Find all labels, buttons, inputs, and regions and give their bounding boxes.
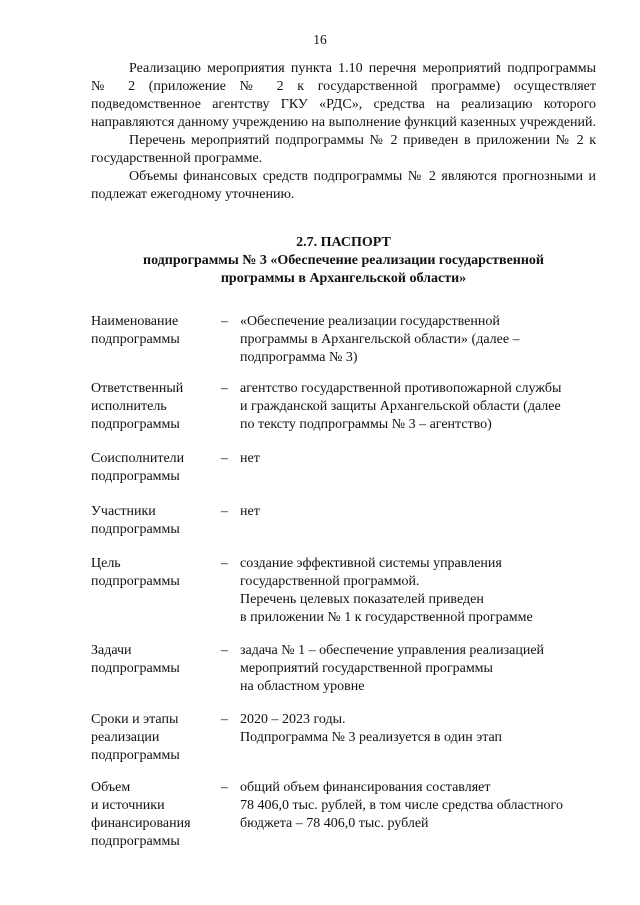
label-line: подпрограммы: [91, 332, 180, 347]
label-line: исполнитель: [91, 399, 167, 414]
intro-text: [91, 60, 596, 204]
value-line: мероприятий государственной программы: [240, 661, 493, 676]
passport-row-value: [240, 711, 600, 747]
passport-row-dash: –: [221, 712, 228, 727]
value-line: бюджета – 78 406,0 тыс. рублей: [240, 816, 429, 831]
passport-row-value: [240, 450, 600, 468]
label-line: Ответственный: [91, 381, 184, 396]
label-line: подпрограммы: [91, 522, 180, 537]
page-number: 16: [313, 32, 327, 47]
value-line: государственной программой.: [240, 574, 420, 589]
passport-row-dash: –: [221, 556, 228, 571]
passport-row-dash: –: [221, 780, 228, 795]
value-line: Подпрограмма № 3 реализуется в один этап: [240, 730, 503, 745]
value-line: Перечень целевых показателей приведен: [240, 592, 484, 607]
passport-row-value: [240, 642, 600, 696]
label-line: Сроки и этапы: [91, 712, 179, 727]
value-line: на областном уровне: [240, 679, 365, 694]
passport-row-label: [91, 779, 216, 851]
value-line: агентство государственной противопожарной службы: [240, 381, 562, 396]
intro-paragraph: Объемы финансовых средств подпрограммы № 2 являются прогнозными и подлежат ежегодному уточнению.: [91, 169, 596, 202]
value-line: подпрограмма № 3): [240, 350, 358, 365]
value-line: 2020 – 2023 годы.: [240, 712, 346, 727]
passport-row-label: [91, 642, 216, 678]
section-heading-line: программы в Архангельской области»: [220, 271, 467, 286]
value-line: нет: [240, 504, 260, 519]
label-line: Объем: [91, 780, 131, 795]
passport-row-dash: –: [221, 451, 228, 466]
passport-row-label: [91, 313, 216, 349]
label-line: подпрограммы: [91, 574, 180, 589]
passport-row-label: [91, 450, 216, 486]
section-heading-line: подпрограммы № 3 «Обеспечение реализации государственной: [143, 253, 544, 268]
passport-row-value: [240, 503, 600, 521]
label-line: подпрограммы: [91, 748, 180, 763]
intro-paragraph: Перечень мероприятий подпрограммы № 2 приведен в приложении № 2 к государственной программе.: [91, 133, 596, 166]
label-line: Соисполнители: [91, 451, 185, 466]
label-line: подпрограммы: [91, 469, 180, 484]
value-line: задача № 1 – обеспечение управления реализацией: [240, 643, 545, 658]
label-line: Участники: [91, 504, 156, 519]
passport-row-dash: –: [221, 314, 228, 329]
label-line: подпрограммы: [91, 834, 180, 849]
passport-row-dash: –: [221, 643, 228, 658]
label-line: Наименование: [91, 314, 179, 329]
label-line: Задачи: [91, 643, 132, 658]
passport-row-value: [240, 779, 600, 833]
passport-row-dash: –: [221, 504, 228, 519]
value-line: нет: [240, 451, 260, 466]
passport-row-label: [91, 555, 216, 591]
value-line: создание эффективной системы управления: [240, 556, 502, 571]
value-line: программы в Архангельской области» (далее –: [240, 332, 520, 347]
value-line: в приложении № 1 к государственной программе: [240, 610, 533, 625]
label-line: и источники: [91, 798, 165, 813]
label-line: Цель: [91, 556, 121, 571]
passport-row-value: [240, 313, 600, 367]
passport-row-value: [240, 555, 600, 627]
label-line: финансирования: [91, 816, 191, 831]
value-line: «Обеспечение реализации государственной: [240, 314, 500, 329]
passport-row-dash: –: [221, 381, 228, 396]
label-line: подпрограммы: [91, 417, 180, 432]
passport-row-value: [240, 380, 600, 434]
value-line: 78 406,0 тыс. рублей, в том числе средства областного: [240, 798, 563, 813]
passport-row-label: [91, 503, 216, 539]
section-heading: [91, 234, 596, 288]
value-line: и гражданской защиты Архангельской области (далее: [240, 399, 561, 414]
label-line: подпрограммы: [91, 661, 180, 676]
passport-row-label: [91, 711, 216, 765]
intro-paragraph: Реализацию мероприятия пункта 1.10 перечня мероприятий подпрограммы № 2 (приложение № 2 к государственной программе) осуществляет подведомственное агентству ГКУ «РДС», средства на реализацию которого направляются данному учреждению на выполнение функций казенных учреждений.: [91, 61, 597, 130]
label-line: реализации: [91, 730, 160, 745]
value-line: по тексту подпрограммы № 3 – агентство): [240, 417, 492, 432]
section-heading-line: 2.7. ПАСПОРТ: [296, 235, 391, 250]
passport-row-label: [91, 380, 216, 434]
value-line: общий объем финансирования составляет: [240, 780, 491, 795]
